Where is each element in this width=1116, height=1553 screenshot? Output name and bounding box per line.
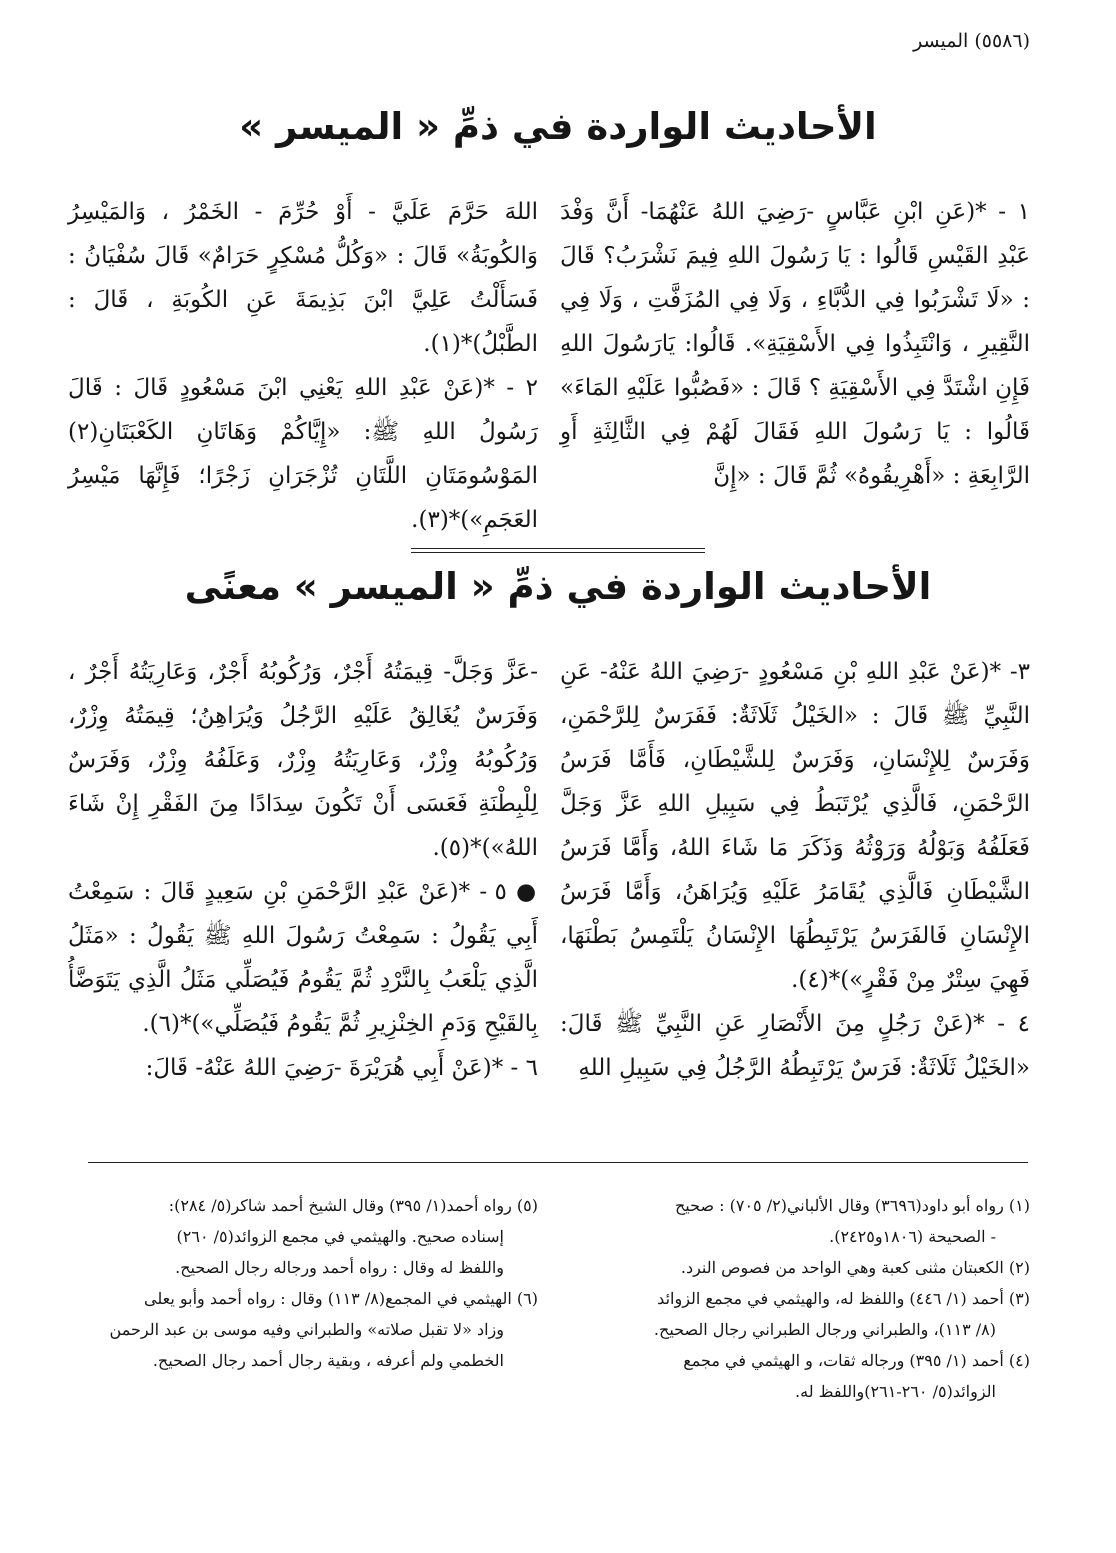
section-title-2: الأحاديث الواردة في ذمِّ « الميسر » معنًى	[184, 565, 932, 608]
hadith-4-part2: -عَزَّ وَجَلَّ- قِيمَتُهُ أَجْرٌ، وَرُكُوبُهُ أَجْرٌ، وَعَارِيَتُهُ أَجْرٌ ، وَفَرَسٌ يُغَالِقُ عَلَيْهِ الرَّجُلُ وَيُرَاهِنُ؛ قِيمَتُهُ وِزْرٌ، وَرُكُوبُهُ وِزْرٌ، وَعَارِيَتُهُ وِزْرٌ، وَعَلَفُهُ وِزْرٌ، وَفَرَسٌ لِلْبِطْنَةِ فَعَسَى أَنْ تَكُونَ سِدَادًا مِنَ الفَقْرِ إِنْ شَاءَ اللهُ»)*(٥).	[68, 659, 538, 861]
footnote-6-cont: وزاد «لا تقبل صلاته» والطبراني وفيه موسى بن عبد الرحمن	[109, 1320, 504, 1339]
footnote-6: (٦) الهيثمي في المجمع(٨/ ١١٣) وقال : رواه أحمد وأبو يعلى	[143, 1289, 538, 1308]
hadith-1-part1: ١ - *(عَنِ ابْنِ عَبَّاسٍ -رَضِيَ اللهُ عَنْهُمَا- أَنَّ وَفْدَ عَبْدِ القَيْسِ قَالُوا : يَا رَسُولَ اللهِ فِيمَ نَشْرَبُ؟ قَالَ : «لَا تَشْرَبُوا فِي الدُّبَّاءِ ، وَلَا فِي المُزَفَّتِ ، وَلَا فِي النَّقِيرِ ، وَانْتَبِذُوا فِي الأَسْقِيَةِ». قَالُوا: يَارَسُولَ اللهِ فَإِنِ اشْتَدَّ فِي الأَسْقِيَةِ ؟ قَالَ : «فَصُبُّوا عَلَيْهِ المَاءَ» قَالُوا : يَا رَسُولَ اللهِ فَقَالَ لَهُمْ فِي الثَّالِثَةِ أَوِ الرَّابِعَةِ : «أَهْرِيقُوهُ» ثُمَّ قَالَ : «إِنَّ	[560, 199, 1030, 489]
section-divider-rule	[411, 548, 705, 553]
hadith-3: ٣- *(عَنْ عَبْدِ اللهِ بْنِ مَسْعُودٍ -رَضِيَ اللهُ عَنْهُ- عَنِ النَّبِيِّ ﷺ قَالَ : «الخَيْلُ ثَلَاثَةٌ: فَفَرَسٌ لِلرَّحْمَنِ، وَفَرَسٌ لِلإِنْسَانِ، وَفَرَسٌ لِلشَّيْطَانِ، فَأَمَّا فَرَسُ الرَّحْمَنِ، فَالَّذِي يُرْتَبَطُ فِي سَبِيلِ اللهِ عَزَّ وَجَلَّ فَعَلَفُهُ وَبَوْلُهُ وَرَوْثُهُ وَذَكَرَ مَا شَاءَ اللهُ، وَأَمَّا فَرَسُ الشَّيْطَانِ فَالَّذِي يُقَامَرُ عَلَيْهِ وَيُرَاهَنُ، وَأَمَّا فَرَسُ الإِنْسَانِ فَالفَرَسُ يَرْتَبِطُهَا الإِنْسَانُ يَلْتَمِسُ بَطْنَهَا، فَهِيَ سِتْرٌ مِنْ فَقْرٍ»)*(٤).	[560, 659, 1030, 993]
footnote-4-cont: الزوائد(٥/ ٢٦٠-٢٦١)واللفظ له.	[795, 1382, 996, 1401]
hadith-4-part1: ٤ - *(عَنْ رَجُلٍ مِنَ الأَنْصَارِ عَنِ النَّبِيِّ ﷺ قَالَ: «الخَيْلُ ثَلَاثَةٌ: فَرَسٌ يَرْتَبِطُهُ الرَّجُلُ فِي سَبِيلِ اللهِ	[560, 1011, 1030, 1081]
footnotes-right-column	[590, 1190, 1030, 1407]
footnotes-left-column	[88, 1190, 538, 1376]
footnote-5: (٥) رواه أحمد(١/ ٣٩٥) وقال الشيخ أحمد شاكر(٥/ ٢٨٤):	[168, 1196, 538, 1215]
hadith-2: ٢ - *(عَنْ عَبْدِ اللهِ يَعْنِي ابْنَ مَسْعُودٍ قَالَ : قَالَ رَسُولُ اللهِ ﷺ: «إِيَّاكُمْ وَهَاتَانِ الكَعْبَتَانِ(٢) المَوْسُومَتَانِ اللَّتَانِ تُزْجَرَانِ زَجْرًا؛ فَإِنَّهَا مَيْسِرُ العَجَمِ»)*(٣).	[68, 375, 538, 533]
footnote-5-cont2: واللفظ له وقال : رواه أحمد ورجاله رجال الصحيح.	[175, 1258, 504, 1277]
footnote-6-cont2: الخطمي ولم أعرفه ، وبقية رجال أحمد رجال الصحيح.	[152, 1351, 504, 1370]
footnote-1: (١) رواه أبو داود(٣٦٩٦) وقال الألباني(٢/ ٧٠٥) : صحيح	[674, 1196, 1030, 1215]
section1-right-column	[560, 190, 1030, 498]
hadith-1-part2: اللهَ حَرَّمَ عَلَيَّ - أَوْ حُرِّمَ - الخَمْرُ ، وَالمَيْسِرُ وَالكُوبَةُ» قَالَ : «وَكُلُّ مُسْكِرٍ حَرَامٌ» قَالَ سُفْيَانُ : فَسَأَلْتُ عَلِيَّ ابْنَ بَذِيمَةَ عَنِ الكُوبَةِ ، قَالَ : الطَّبْلُ)*(١).	[68, 199, 538, 357]
hadith-6-start: ٦ - *(عَنْ أَبِي هُرَيْرَةَ -رَضِيَ اللهُ عَنْهُ- قَالَ:	[145, 1055, 538, 1081]
footnote-3: (٣) أحمد (١/ ٤٤٦) واللفظ له، والهيثمي في مجمع الزوائد	[657, 1289, 1030, 1308]
footnote-3-cont: (٨/ ١١٣)، والطبراني ورجال الطبراني رجال الصحيح.	[653, 1320, 996, 1339]
hadith-5: ● ٥ - *(عَنْ عَبْدِ الرَّحْمَنِ بْنِ سَعِيدٍ قَالَ : سَمِعْتُ أَبِي يَقُولُ : سَمِعْتُ رَسُولَ اللهِ ﷺ يَقُولُ : «مَثَلُ الَّذِي يَلْعَبُ بِالنَّرْدِ ثُمَّ يَقُومُ فَيُصَلِّي مَثَلُ الَّذِي يَتَوَضَّأُ بِالقَيْحِ وَدَمِ الخِنْزِيرِ ثُمَّ يَقُومُ فَيُصَلِّي»)*(٦).	[68, 879, 539, 1037]
section2-left-column	[68, 650, 538, 1090]
section-title-1: الأحاديث الواردة في ذمِّ « الميسر »	[239, 105, 877, 148]
footnote-1-cont: - الصحيحة (١٨٠٦و٢٤٢٥).	[829, 1227, 996, 1246]
footnote-4: (٤) أحمد (١/ ٣٩٥) ورجاله ثقات، و الهيثمي في مجمع	[683, 1351, 1030, 1370]
footnote-2: (٢) الكعبتان مثنى كعبة وهي الواحد من فصوص النرد.	[680, 1258, 1030, 1277]
section1-left-column	[68, 190, 538, 542]
running-header: (٥٥٨٦) الميسر	[913, 30, 1030, 52]
section2-right-column	[560, 650, 1030, 1090]
footnote-separator	[88, 1162, 1028, 1163]
footnote-5-cont: إسناده صحيح. والهيثمي في مجمع الزوائد(٥/ ٢٦٠)	[176, 1227, 504, 1246]
